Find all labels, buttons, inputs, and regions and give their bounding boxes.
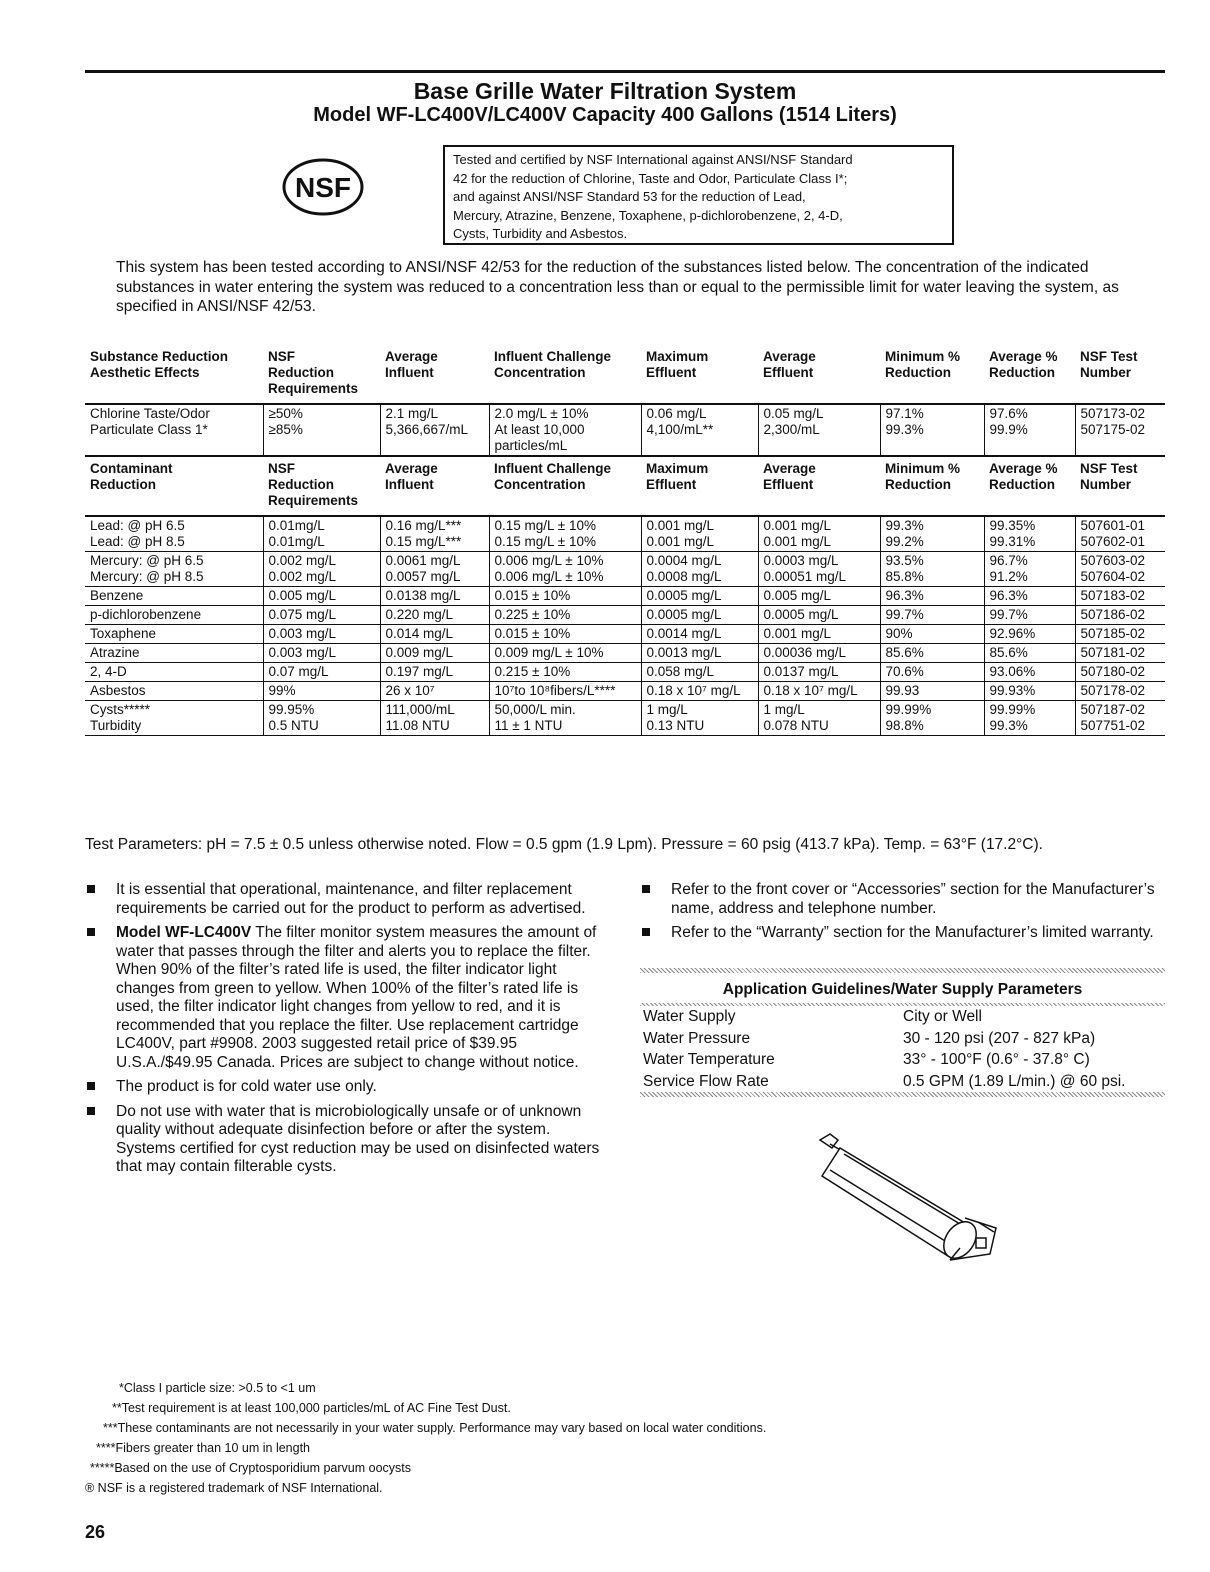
- table-cell: Toxaphene: [85, 625, 263, 644]
- table-cell: p-dichlorobenzene: [85, 606, 263, 625]
- table-cell: 99.99% 98.8%: [880, 701, 984, 736]
- table-cell: 99.3% 99.2%: [880, 516, 984, 552]
- table-cell: 0.00036 mg/L: [758, 644, 880, 663]
- table-cell: 507186-02: [1075, 606, 1165, 625]
- list-item: [85, 881, 605, 918]
- bullet-icon: [642, 928, 650, 936]
- table-cell: 50,000/L min. 11 ± 1 NTU: [489, 701, 641, 736]
- table-cell: 0.058 mg/L: [641, 663, 758, 682]
- table-cell: Lead: @ pH 6.5 Lead: @ pH 8.5: [85, 516, 263, 552]
- bullet-icon: [87, 1107, 95, 1115]
- table-cell: 70.6%: [880, 663, 984, 682]
- table-cell: 0.001 mg/L: [758, 625, 880, 644]
- table-cell: 0.002 mg/L 0.002 mg/L: [263, 552, 380, 587]
- test-parameters: Test Parameters: pH = 7.5 ± 0.5 unless otherwise noted. Flow = 0.5 gpm (1.9 Lpm). Pressure = 60 psig (413.7 kPa). Temp. = 63°F (17.2°C).: [85, 836, 1043, 853]
- table-cell: 99.93%: [984, 682, 1075, 701]
- table-cell: 2.0 mg/L ± 10% At least 10,000 particles/mL: [489, 404, 641, 456]
- cert-line: and against ANSI/NSF Standard 53 for the reduction of Lead,: [453, 189, 806, 204]
- table-cell: 99.95% 0.5 NTU: [263, 701, 380, 736]
- table-cell: Chlorine Taste/Odor Particulate Class 1*: [85, 404, 263, 456]
- page-number: 26: [85, 1522, 106, 1542]
- table-cell: 0.014 mg/L: [380, 625, 489, 644]
- guideline-row: [640, 1049, 1165, 1071]
- table-cell: 97.1% 99.3%: [880, 404, 984, 456]
- table-cell: 85.6%: [880, 644, 984, 663]
- table-cell: 0.009 mg/L ± 10%: [489, 644, 641, 663]
- table-cell: 0.225 ± 10%: [489, 606, 641, 625]
- bullet-text: Refer to the front cover or “Accessories” section for the Manufacturer’s name, address and telephone number.: [671, 881, 1155, 917]
- right-column: [640, 881, 1165, 949]
- table-cell: 99.99% 99.3%: [984, 701, 1075, 736]
- table-cell: 507603-02 507604-02: [1075, 552, 1165, 587]
- model-name: Model WF-LC400V: [116, 924, 252, 941]
- intro-paragraph: This system has been tested according to ANSI/NSF 42/53 for the reduction of the substances listed below. The concentration of the indicated substances in water entering the system was reduced to a concentration less than or equal to the permissible limit for water leaving the system, as specified in ANSI/NSF 42/53.: [116, 259, 1119, 315]
- table-cell: 0.15 mg/L ± 10% 0.15 mg/L ± 10%: [489, 516, 641, 552]
- table-cell: Atrazine: [85, 644, 263, 663]
- left-column: [85, 881, 605, 1183]
- table-cell: 99.35% 99.31%: [984, 516, 1075, 552]
- table-cell: Cysts***** Turbidity: [85, 701, 263, 736]
- certification-box: [443, 145, 954, 245]
- table-cell: 1 mg/L 0.078 NTU: [758, 701, 880, 736]
- table-cell: 0.015 ± 10%: [489, 587, 641, 606]
- table-row: [85, 404, 1165, 456]
- cert-line: Mercury, Atrazine, Benzene, Toxaphene, p-dichlorobenzene, 2, 4-D,: [453, 207, 843, 223]
- table-cell: 2.1 mg/L 5,366,667/mL: [380, 404, 489, 456]
- list-item: [85, 924, 605, 1072]
- bullet-icon: [87, 928, 95, 936]
- table-cell: 0.009 mg/L: [380, 644, 489, 663]
- table-row: [85, 663, 1165, 682]
- table-cell: 507178-02: [1075, 682, 1165, 701]
- bullet-text: Do not use with water that is microbiologically unsafe or of unknown quality without adequate disinfection before or after the system. Systems certified for cyst reduction may be used on disinfected waters that may contain filterable cysts.: [116, 1102, 600, 1175]
- page-title: Base Grille Water Filtration System: [413, 78, 797, 104]
- guideline-key: Water Pressure: [643, 1029, 751, 1047]
- table-row: [85, 625, 1165, 644]
- guideline-row: [640, 1006, 1165, 1028]
- footnote: *****Based on the use of Cryptosporidium parvum oocysts: [90, 1461, 411, 1475]
- table-cell: 0.07 mg/L: [263, 663, 380, 682]
- list-item: [640, 924, 1165, 943]
- table-cell: 0.215 ± 10%: [489, 663, 641, 682]
- table-cell: 0.005 mg/L: [758, 587, 880, 606]
- table-cell: Influent Challenge Concentration: [489, 456, 641, 516]
- table-cell: 0.0003 mg/L 0.00051 mg/L: [758, 552, 880, 587]
- guidelines-title: Application Guidelines/Water Supply Parameters: [722, 981, 1083, 998]
- bullet-icon: [87, 1082, 95, 1090]
- table-cell: 10⁷to 10⁸fibers/L****: [489, 682, 641, 701]
- table-cell: Average % Reduction: [989, 349, 1058, 380]
- table-cell: 0.015 ± 10%: [489, 625, 641, 644]
- table-cell: 99.7%: [984, 606, 1075, 625]
- filter-cartridge-illustration: [800, 1128, 1010, 1263]
- table-cell: 1 mg/L 0.13 NTU: [641, 701, 758, 736]
- table-cell: 0.006 mg/L ± 10% 0.006 mg/L ± 10%: [489, 552, 641, 587]
- table-cell: 0.0061 mg/L 0.0057 mg/L: [380, 552, 489, 587]
- table-cell: Mercury: @ pH 6.5 Mercury: @ pH 8.5: [85, 552, 263, 587]
- list-item: [640, 881, 1165, 918]
- table-cell: Average Influent: [380, 456, 489, 516]
- table-cell: 26 x 10⁷: [380, 682, 489, 701]
- table-cell: 0.0005 mg/L: [641, 587, 758, 606]
- table-cell: 92.96%: [984, 625, 1075, 644]
- table-cell: 507601-01 507602-01: [1075, 516, 1165, 552]
- table-row: [85, 516, 1165, 552]
- table-row: [85, 587, 1165, 606]
- table-cell: 507183-02: [1075, 587, 1165, 606]
- hatch-rule: [640, 1092, 1165, 1097]
- top-rule: [85, 70, 1165, 73]
- table-cell: Average Effluent: [763, 349, 816, 380]
- table-cell: 0.16 mg/L*** 0.15 mg/L***: [380, 516, 489, 552]
- table-cell: 0.06 mg/L 4,100/mL**: [641, 404, 758, 456]
- table-cell: 507187-02 507751-02: [1075, 701, 1165, 736]
- table-cell: 0.0004 mg/L 0.0008 mg/L: [641, 552, 758, 587]
- footnote: ****Fibers greater than 10 um in length: [96, 1441, 311, 1455]
- table-cell: 2, 4-D: [85, 663, 263, 682]
- table-row: [85, 644, 1165, 663]
- table-cell: 507185-02: [1075, 625, 1165, 644]
- table-cell: 111,000/mL 11.08 NTU: [380, 701, 489, 736]
- table-cell: Average Influent: [385, 349, 438, 380]
- bullet-icon: [642, 885, 650, 893]
- nsf-logo-icon: [282, 158, 364, 216]
- table-cell: 0.0013 mg/L: [641, 644, 758, 663]
- guideline-value: City or Well: [903, 1008, 982, 1025]
- table-cell: 99%: [263, 682, 380, 701]
- table-cell: 507180-02: [1075, 663, 1165, 682]
- table-cell: 0.220 mg/L: [380, 606, 489, 625]
- table-cell: Minimum % Reduction: [880, 456, 984, 516]
- table-cell: Substance Reduction Aesthetic Effects: [90, 349, 229, 380]
- bullet-text: It is essential that operational, maintenance, and filter replacement requirements be carried out for the product to perform as advertised.: [116, 881, 586, 917]
- table-cell: 96.3%: [984, 587, 1075, 606]
- footnote: ***These contaminants are not necessarily in your water supply. Performance may vary based on local water conditions.: [103, 1421, 767, 1435]
- table-cell: 0.003 mg/L: [263, 625, 380, 644]
- table-cell: Benzene: [85, 587, 263, 606]
- table-cell: 507173-02 507175-02: [1075, 404, 1165, 456]
- table-cell: 0.001 mg/L 0.001 mg/L: [641, 516, 758, 552]
- table-cell: 97.6% 99.9%: [984, 404, 1075, 456]
- guideline-key: Water Temperature: [643, 1051, 775, 1068]
- guideline-row: [640, 1071, 1165, 1093]
- table-cell: Asbestos: [85, 682, 263, 701]
- table-cell: Maximum Effluent: [646, 349, 709, 380]
- table-cell: NSF Test Number: [1080, 349, 1138, 380]
- table-cell: 0.197 mg/L: [380, 663, 489, 682]
- table-cell: Average % Reduction: [984, 456, 1075, 516]
- application-guidelines: [640, 968, 1165, 1097]
- svg-text:NSF: NSF: [295, 172, 351, 203]
- table-cell: Minimum % Reduction: [885, 349, 961, 380]
- footnotes: [85, 1378, 1085, 1498]
- cert-line: Cysts, Turbidity and Asbestos.: [453, 226, 628, 241]
- guideline-value: 33° - 100°F (0.6° - 37.8° C): [903, 1051, 1090, 1068]
- footnote: *Class I particle size: >0.5 to <1 um: [119, 1381, 316, 1395]
- table-row: [85, 701, 1165, 736]
- table-cell: 0.0005 mg/L: [641, 606, 758, 625]
- table-cell: 0.05 mg/L 2,300/mL: [758, 404, 880, 456]
- table-header-row: [85, 456, 1165, 516]
- table-cell: 0.01mg/L 0.01mg/L: [263, 516, 380, 552]
- table-row: [85, 682, 1165, 701]
- table-cell: 507181-02: [1075, 644, 1165, 663]
- table-cell: 0.005 mg/L: [263, 587, 380, 606]
- table-cell: 99.7%: [880, 606, 984, 625]
- table-cell: NSF Reduction Requirements: [263, 456, 380, 516]
- table-cell: Maximum Effluent: [641, 456, 758, 516]
- table-cell: 85.6%: [984, 644, 1075, 663]
- footnote: ® NSF is a registered trademark of NSF International.: [85, 1481, 383, 1495]
- table-cell: 99.93: [880, 682, 984, 701]
- table-cell: 0.18 x 10⁷ mg/L: [641, 682, 758, 701]
- guideline-key: Water Supply: [643, 1008, 736, 1025]
- table-header-row: [85, 345, 1165, 404]
- table-cell: 0.0138 mg/L: [380, 587, 489, 606]
- table-cell: 0.0014 mg/L: [641, 625, 758, 644]
- guideline-value: 30 - 120 psi (207 - 827 kPa): [903, 1029, 1096, 1047]
- table-cell: 0.0137 mg/L: [758, 663, 880, 682]
- table-cell: 0.001 mg/L 0.001 mg/L: [758, 516, 880, 552]
- table-cell: 90%: [880, 625, 984, 644]
- table-cell: Contaminant Reduction: [85, 456, 263, 516]
- table-row: [85, 606, 1165, 625]
- table-cell: 96.7% 91.2%: [984, 552, 1075, 587]
- table-cell: NSF Reduction Requirements: [268, 349, 359, 396]
- bullet-icon: [87, 885, 95, 893]
- footnote: **Test requirement is at least 100,000 particles/mL of AC Fine Test Dust.: [112, 1401, 511, 1415]
- page-subtitle: Model WF-LC400V/LC400V Capacity 400 Gallons (1514 Liters): [313, 104, 897, 126]
- bullet-text: Refer to the “Warranty” section for the Manufacturer’s limited warranty.: [671, 924, 1154, 941]
- bullet-text: The product is for cold water use only.: [116, 1078, 377, 1095]
- bullet-text: The filter monitor system measures the amount of water that passes through the filter and alerts you to replace the filter. When 90% of the filter’s rated life is used, the filter indicator light changes from green to yellow. When 100% of the filter’s rated life is used, the filter indicator light changes from yellow to red, and it is recommended that you replace the filter. Use replacement cartridge LC400V, part #9908. 2003 suggested retail price of $39.95 U.S.A./$49.95 Canada. Prices are subject to change without notice.: [116, 924, 597, 1071]
- list-item: [85, 1103, 605, 1177]
- table-cell: ≥50% ≥85%: [263, 404, 380, 456]
- table-row: [85, 552, 1165, 587]
- guideline-key: Service Flow Rate: [643, 1072, 769, 1090]
- table-cell: 0.075 mg/L: [263, 606, 380, 625]
- table-cell: NSF Test Number: [1075, 456, 1165, 516]
- cert-line: 42 for the reduction of Chlorine, Taste and Odor, Particulate Class I*;: [453, 170, 848, 186]
- table-cell: Influent Challenge Concentration: [494, 349, 612, 380]
- table-cell: 0.0005 mg/L: [758, 606, 880, 625]
- list-item: [85, 1078, 605, 1097]
- table-cell: 93.5% 85.8%: [880, 552, 984, 587]
- table-cell: Average Effluent: [758, 456, 880, 516]
- table-cell: 0.003 mg/L: [263, 644, 380, 663]
- cert-line: Tested and certified by NSF International against ANSI/NSF Standard: [453, 152, 853, 167]
- table-cell: 0.18 x 10⁷ mg/L: [758, 682, 880, 701]
- guideline-row: [640, 1028, 1165, 1050]
- table-cell: 96.3%: [880, 587, 984, 606]
- substance-reduction-table: [85, 345, 1165, 736]
- table-cell: 93.06%: [984, 663, 1075, 682]
- guideline-value: 0.5 GPM (1.89 L/min.) @ 60 psi.: [903, 1072, 1126, 1090]
